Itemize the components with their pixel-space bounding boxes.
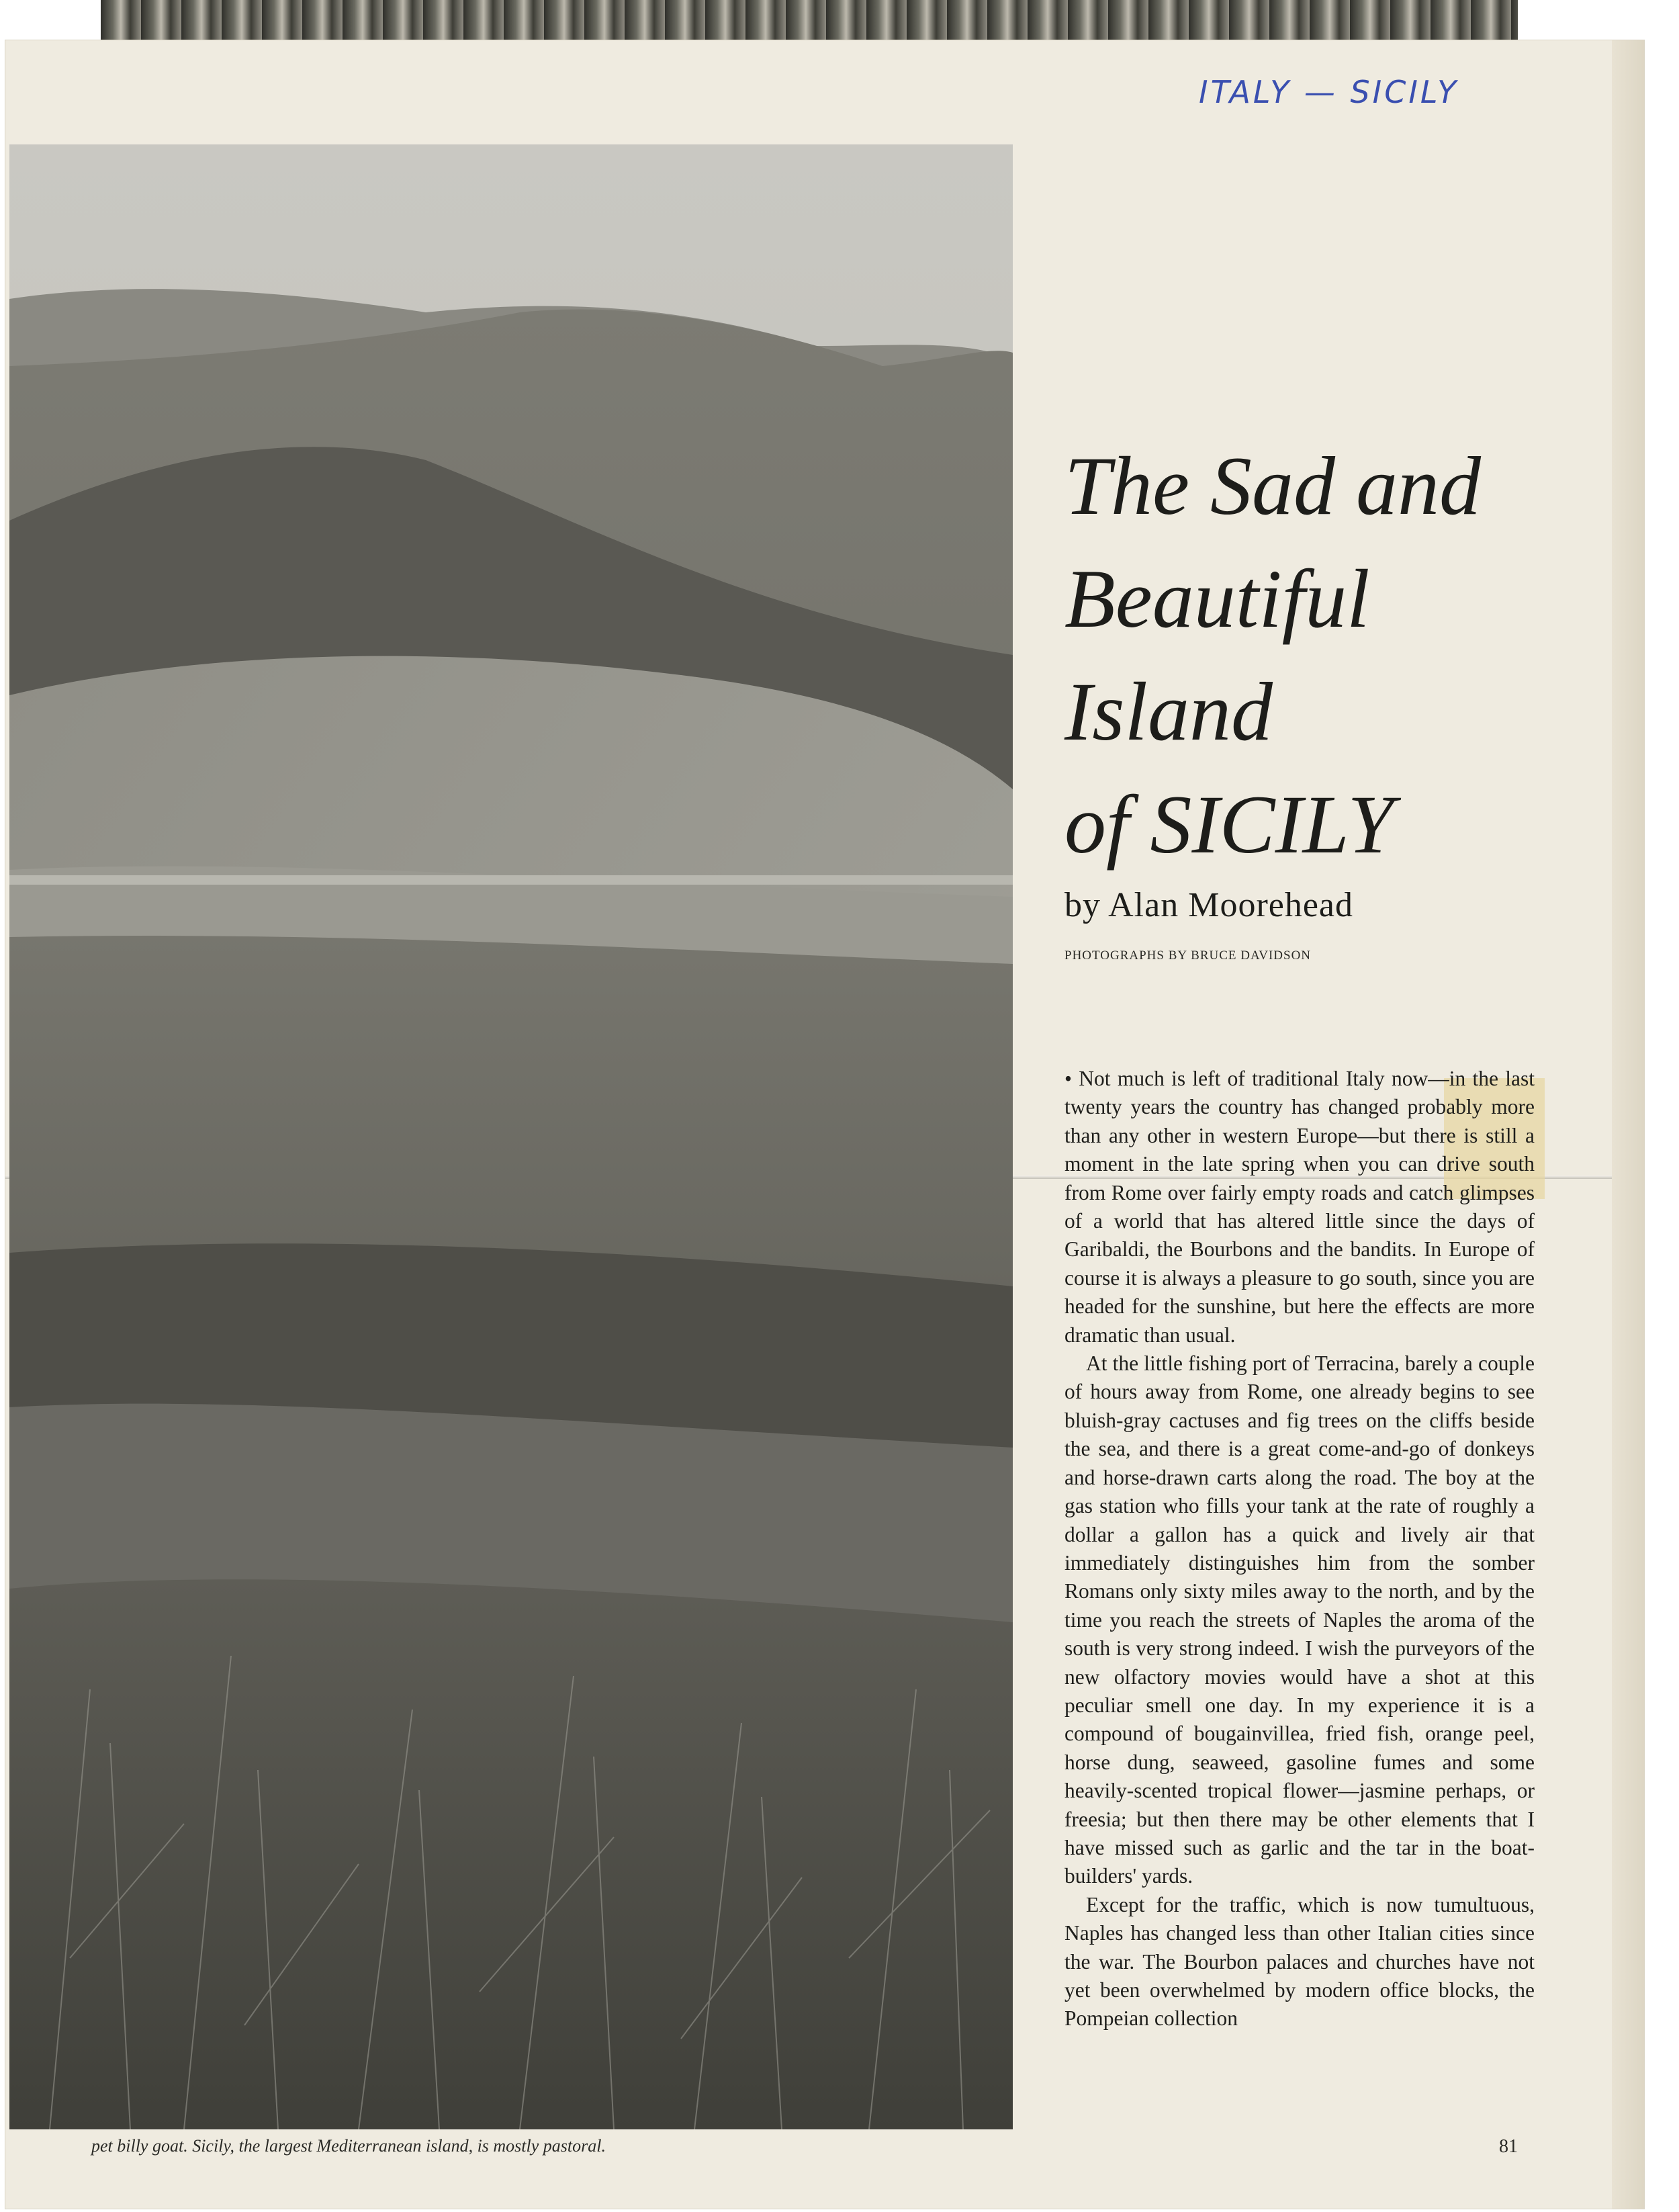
- title-line: Island: [1064, 666, 1273, 758]
- paragraph: At the little fishing port of Terracina, barely a couple of hours away from Rome, one already begins to see bluish-gray cactuses and fig trees on the cliffs beside the sea, and there is a great come-and-go of donkeys and horse-drawn carts along the road. The boy at the gas station who fills your tank at the rate of roughly a dollar a gallon has a quick and lively air that immediately distinguishes him from the somber Romans only sixty miles away to the north, and by the time you reach the streets of Naples the aroma of the south is very strong indeed. I wish the purveyors of the new olfactory movies would have a shot at this peculiar smell one day. In my experience it is a compound of bougainvillea, fried fish, orange peel, horse dung, seaweed, gasoline fumes and some heavily-scented tropical flower—jasmine perhaps, or freesia; but then there may be other elements that I have missed such as garlic and the tar in the boat-builders' yards.: [1064, 1352, 1535, 1888]
- photo-credit: PHOTOGRAPHS BY BRUCE DAVIDSON: [1064, 948, 1312, 963]
- page-edge: [1612, 40, 1644, 2209]
- landscape-photo: [9, 144, 1013, 2129]
- article-body: [1064, 1065, 1535, 2033]
- byline: by Alan Moorehead: [1064, 886, 1354, 924]
- page-number: 81: [1499, 2136, 1518, 2157]
- article-title: [1064, 430, 1602, 881]
- title-line: The Sad and: [1064, 440, 1481, 532]
- handwritten-label: ITALY — SICILY: [1199, 74, 1459, 110]
- photo-caption: pet billy goat. Sicily, the largest Mediterranean island, is mostly pastoral.: [91, 2136, 606, 2156]
- paragraph: • Not much is left of traditional Italy now—in the last twenty years the country has changed probably more than any other in western Europe—but there is still a moment in the late spring when you can drive south from Rome over fairly empty roads and catch glimpses of a world that has altered little since the days of Garibaldi, the Bourbons and the bandits. In Europe of course it is always a pleasure to go south, since you are headed for the sunshine, but here the effects are more dramatic than usual.: [1064, 1067, 1535, 1347]
- title-line: Beautiful: [1064, 553, 1370, 645]
- paragraph: Except for the traffic, which is now tumultuous, Naples has changed less than other Italian cities since the war. The Bourbon palaces and churches have not yet been overwhelmed by modern office blocks, the Pompeian collection: [1064, 1892, 1535, 2031]
- title-line: of SICILY: [1064, 779, 1394, 871]
